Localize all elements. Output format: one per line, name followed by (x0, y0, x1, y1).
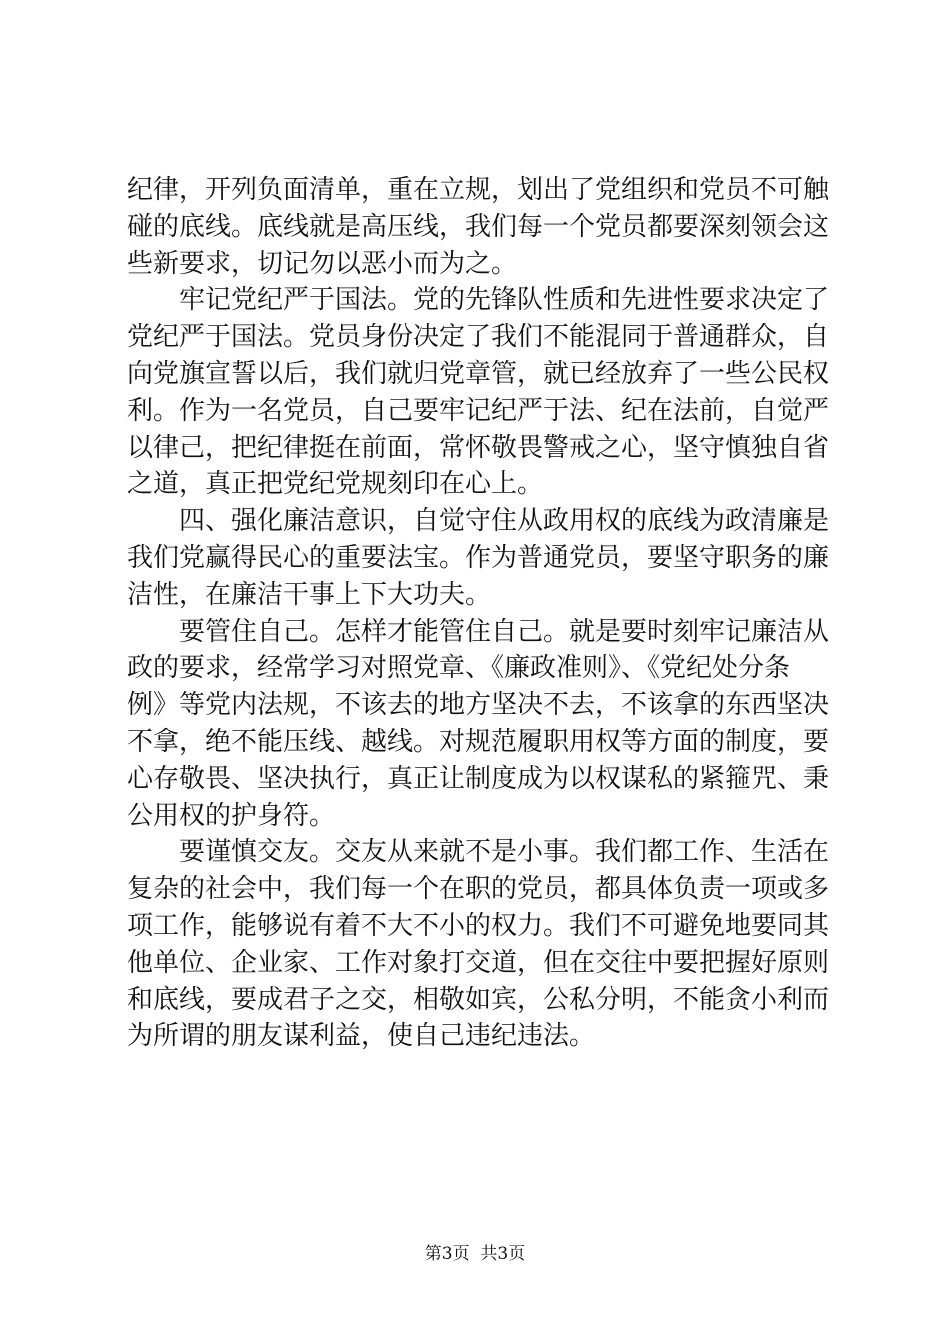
text-line: 利。作为一名党员，自己要牢记纪严于法、纪在法前，自觉严 (127, 395, 830, 426)
text-line: 之道，真正把党纪党规刻印在心上。 (127, 469, 544, 500)
body-text (127, 172, 833, 1055)
text-line: 要谨慎交友。交友从来就不是小事。我们都工作、生活在 (127, 837, 830, 868)
text-line: 他单位、企业家、工作对象打交道，但在交往中要把握好原则 (127, 947, 830, 978)
text-line: 我们党赢得民心的重要法宝。作为普通党员，要坚守职务的廉 (127, 542, 830, 573)
text-line: 纪律，开列负面清单，重在立规，划出了党组织和党员不可触 (127, 175, 830, 205)
text-line: 牢记党纪严于国法。党的先锋队性质和先进性要求决定了 (127, 285, 830, 316)
text-line: 政的要求，经常学习对照党章、《廉政准则》、《党纪处分条 (127, 653, 791, 684)
text-line: 公用权的护身符。 (127, 800, 336, 831)
text-line: 不拿，绝不能压线、越线。对规范履职用权等方面的制度，要 (127, 726, 830, 757)
text-line: 四、强化廉洁意识，自觉守住从政用权的底线为政清廉是 (127, 506, 830, 537)
text-line: 以律己，把纪律挺在前面，常怀敬畏警戒之心，坚守慎独自省 (127, 432, 830, 463)
text-line: 为所谓的朋友谋利益，使自己违纪违法。 (127, 1021, 596, 1052)
text-line: 项工作，能够说有着不大不小的权力。我们不可避免地要同其 (127, 910, 830, 941)
text-line: 向党旗宣誓以后，我们就归党章管，就已经放弃了一些公民权 (127, 358, 830, 389)
text-line: 要管住自己。怎样才能管住自己。就是要时刻牢记廉洁从 (127, 616, 830, 647)
page-number-footer: 第3页 共3页 (424, 1244, 526, 1264)
text-line: 党纪严于国法。党员身份决定了我们不能混同于普通群众，自 (127, 322, 830, 353)
text-line: 例》等党内法规，不该去的地方坚决不去，不该拿的东西坚决 (127, 690, 830, 721)
text-line: 心存敬畏、坚决执行，真正让制度成为以权谋私的紧箍咒、秉 (127, 763, 830, 794)
text-line: 洁性，在廉洁干事上下大功夫。 (127, 579, 492, 610)
text-line: 和底线，要成君子之交，相敬如宾，公私分明，不能贪小利而 (127, 984, 830, 1015)
text-line: 复杂的社会中，我们每一个在职的党员，都具体负责一项或多 (127, 874, 830, 905)
text-line: 碰的底线。底线就是高压线，我们每一个党员都要深刻领会这 (127, 211, 830, 242)
text-line: 些新要求，切记勿以恶小而为之。 (127, 248, 518, 279)
